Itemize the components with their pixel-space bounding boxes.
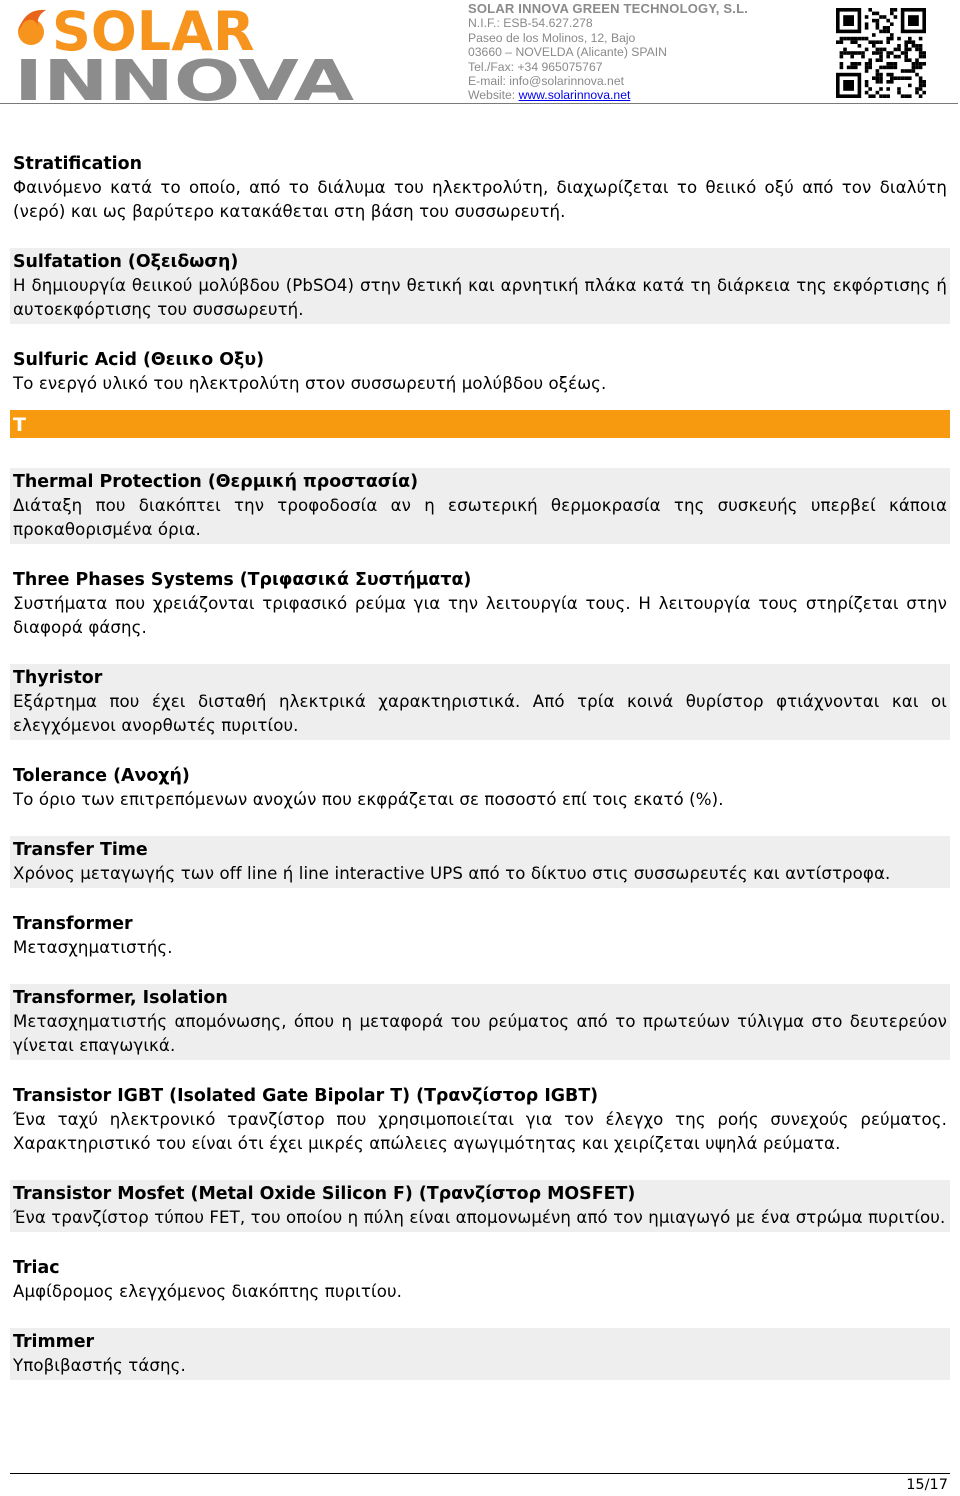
company-nif: N.I.F.: ESB-54.627.278 (468, 16, 593, 31)
glossary-definition: Διάταξη που διακόπτει την τροφοδοσία αν η εσωτερική θερμοκρασία της συσκευής υπερβεί κάποια προκαθορισμένα όρια. (13, 496, 947, 539)
glossary-term: Transfer Time (13, 840, 148, 860)
glossary-term: Stratification (13, 154, 142, 174)
page-header (0, 0, 960, 106)
section-letter-bar: T (10, 410, 950, 438)
qr-code-icon (836, 8, 926, 98)
glossary-term: Transformer (13, 914, 133, 934)
logo-innova-text: INNOVA (14, 49, 355, 102)
glossary-definition: Φαινόμενο κατά το οποίο, από το διάλυμα του ηλεκτρολύτη, διαχωρίζεται το θειικό οξύ από τον διαλύτη (νερό) και ως βαρύτερο κατακάθεται στη βάση του συσσωρευτή. (13, 178, 947, 221)
glossary-term: Thyristor (13, 668, 103, 688)
glossary-definition: Ένα τρανζίστορ τύπου FET, του οποίου η πύλη είναι απομονωμένη από τον ημιαγωγό με ένα στρώμα πυριτίου. (13, 1208, 946, 1227)
website-label: Website: (468, 88, 519, 103)
glossary-term: Thermal Protection (Θερμική προστασία) (13, 472, 419, 492)
company-website (468, 88, 748, 102)
solar-innova-logo (12, 2, 404, 102)
glossary-definition: Μετασχηματιστής. (13, 938, 173, 957)
glossary-term: Sulfatation (Οξειδωση) (13, 252, 239, 272)
glossary-content (10, 150, 950, 1402)
glossary-term: Transistor Mosfet (Metal Oxide Silicon F) (Τρανζίστορ MOSFET) (13, 1184, 636, 1204)
glossary-term: Triac (13, 1258, 60, 1278)
glossary-entry (10, 150, 950, 226)
glossary-entry (10, 664, 950, 740)
glossary-definition: Υποβιβαστής τάσης. (13, 1356, 186, 1375)
glossary-term: Sulfuric Acid (Θειικο Οξυ) (13, 350, 265, 370)
glossary-definition: Μετασχηματιστής απομόνωσης, όπου η μεταφορά του ρεύματος από το πρωτεύων τύλιγμα στο δευτερεύον γίνεται επαγωγικά. (13, 1012, 947, 1055)
glossary-entry (10, 1082, 950, 1158)
glossary-term: Tolerance (Ανοχή) (13, 766, 190, 786)
glossary-definition: Ένα ταχύ ηλεκτρονικό τρανζίστορ που χρησιμοποιείται για τον έλεγχο της ροής συνεχούς ρεύματος. Χαρακτηριστικό του είναι ότι έχει μικρές απώλειες αγωγιμότητας και χειρίζεται υψηλά ρεύματα. (13, 1110, 947, 1153)
glossary-definition: Η δημιουργία θειικού μολύβδου (PbSO4) στην θετική και αρνητική πλάκα κατά τη διάρκεια της εκφόρτισης ή αυτοεκφόρτισης του συσσωρευτή. (13, 276, 947, 319)
glossary-entry (10, 984, 950, 1060)
glossary-definition: Συστήματα που χρειάζονται τριφασικό ρεύμα για την λειτουργία τους. Η λειτουργία τους στηρίζεται στην διαφορά φάσης. (13, 594, 947, 637)
glossary-entry (10, 1254, 950, 1306)
company-city: 03660 – NOVELDA (Alicante) SPAIN (468, 45, 667, 60)
glossary-term: Transistor IGBT (Isolated Gate Bipolar T) (Τρανζίστορ IGBT) (13, 1086, 599, 1106)
footer-divider (10, 1473, 950, 1474)
glossary-definition: Χρόνος μεταγωγής των off line ή line interactive UPS από το δίκτυο στις συσσωρευτές και αντίστροφα. (13, 864, 891, 883)
glossary-definition: Το ενεργό υλικό του ηλεκτρολύτη στον συσσωρευτή μολύβδου οξέως. (13, 374, 607, 393)
glossary-term: Three Phases Systems (Τριφασικά Συστήματα) (13, 570, 472, 590)
glossary-entry (10, 566, 950, 642)
page-number: 15/17 (906, 1477, 948, 1493)
glossary-entry (10, 346, 950, 398)
company-address: Paseo de los Molinos, 12, Bajo (468, 30, 636, 45)
glossary-definition: Το όριο των επιτρεπόμενων ανοχών που εκφράζεται σε ποσοστό επί τοις εκατό (%). (13, 790, 724, 809)
header-divider (0, 103, 958, 104)
glossary-term: Transformer, Isolation (13, 988, 228, 1008)
glossary-entry (10, 1180, 950, 1232)
glossary-entry (10, 248, 950, 324)
glossary-entry (10, 1328, 950, 1380)
company-phone: Tel./Fax: +34 965075767 (468, 59, 603, 74)
website-link[interactable]: www.solarinnova.net (518, 88, 631, 103)
glossary-definition: Αμφίδρομος ελεγχόμενος διακόπτης πυριτίου. (13, 1282, 403, 1301)
glossary-entry (10, 468, 950, 544)
company-name: SOLAR INNOVA GREEN TECHNOLOGY, S.L. (468, 1, 749, 16)
logo-solar-text: SOLAR (52, 2, 255, 63)
glossary-entry (10, 910, 950, 962)
glossary-entry (10, 836, 950, 888)
glossary-definition: Εξάρτημα που έχει δισταθή ηλεκτρικά χαρακτηριστικά. Από τρία κοινά θυρίστορ φτιάχνονται και οι ελεγχόμενοι ανορθωτές πυριτίου. (13, 692, 947, 735)
company-email: E-mail: info@solarinnova.net (468, 74, 624, 89)
glossary-entry (10, 762, 950, 814)
glossary-term: Trimmer (13, 1332, 95, 1352)
company-info (468, 2, 748, 103)
